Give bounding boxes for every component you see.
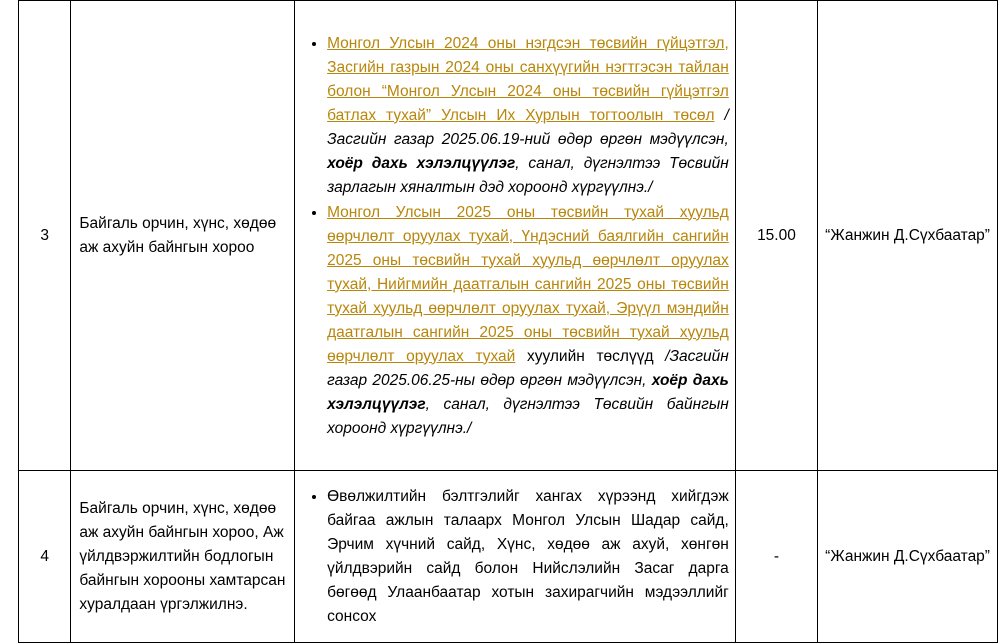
bill-link[interactable]: Монгол Улсын 2025 оны төсвийн тухай хуульд өөрчлөлт оруулах тухай, Үндэсний баялгийн сангийн 2025 оны төсвийн тухай хуульд өөрчлөлт оруулах тухай, Нийгмийн даатгалын сангийн 2025 оны төсвийн тухай хуульд өөрчлөлт оруулах тухай, Эрүүл мэндийн даатгалын сангийн 2025 оны төсвийн тухай хуульд өөрчлөлт оруулах тухай (327, 203, 729, 365)
agenda-list (305, 484, 729, 629)
note-bold: хоёр дахь хэлэлцүүлэг (327, 154, 516, 172)
agenda-cell (295, 1, 736, 471)
place-cell: “Жанжин Д.Сүхбаатар” (818, 471, 998, 643)
table-row (19, 471, 998, 643)
row-number: 4 (19, 471, 71, 643)
list-item (327, 200, 729, 441)
plain-text: хуулийн төслүүд (515, 347, 666, 365)
row-number: 3 (19, 1, 71, 471)
note-text: /Засгийн газар 2025.06.25-ны өдөр өргөн мэдүүлсэн, (327, 347, 729, 389)
note-bold: хоёр дахь хэлэлцүүлэг (327, 371, 729, 413)
agenda-text: Өвөлжилтийн бэлтгэлийг хангах хүрээнд хийгдэж байгаа ажлын талаарх Монгол Улсын Шадар сайд, Эрчим хүчний сайд, Хүнс, хөдөө аж ахуй, хөнгөн үйлдвэрийн сайд болон Нийслэлийн Засаг дарга бөгөөд Улаанбаатар хотын захирагчийн мэдээллийг сонсох (327, 488, 729, 625)
table-row (19, 1, 998, 471)
time-cell: - (735, 471, 817, 643)
agenda-table (18, 0, 998, 643)
place-cell: “Жанжин Д.Сүхбаатар” (818, 1, 998, 471)
agenda-list (305, 31, 729, 441)
bill-link[interactable]: Монгол Улсын 2024 оны нэгдсэн төсвийн гүйцэтгэл, Засгийн газрын 2024 оны санхүүгийн нэгтгэсэн тайлан болон “Монгол Улсын 2024 оны төсвийн гүйцэтгэл батлах тухай” Улсын Их Хурлын тогтоолын төсөл (327, 34, 729, 124)
committee-name: Байгаль орчин, хүнс, хөдөө аж ахуйн байнгын хороо (71, 1, 295, 471)
committee-name: Байгаль орчин, хүнс, хөдөө аж ахуйн байнгын хороо, Аж үйлдвэржилтийн бодлогын байнгын хорооны хамтарсан хуралдаан үргэлжилнэ. (71, 471, 295, 643)
time-cell: 15.00 (735, 1, 817, 471)
note-text: , санал, дүгнэлтээ Төсвийн зарлагын хяналтын дэд хороонд хүргүүлнэ./ (327, 154, 729, 196)
note-text: /Засгийн газар 2025.06.19-ний өдөр өргөн мэдүүлсэн, (327, 106, 729, 148)
list-item (327, 484, 729, 629)
list-item (327, 31, 729, 200)
note-text: , санал, дүгнэлтээ Төсвийн байнгын хороонд хүргүүлнэ./ (327, 395, 729, 437)
agenda-cell (295, 471, 736, 643)
